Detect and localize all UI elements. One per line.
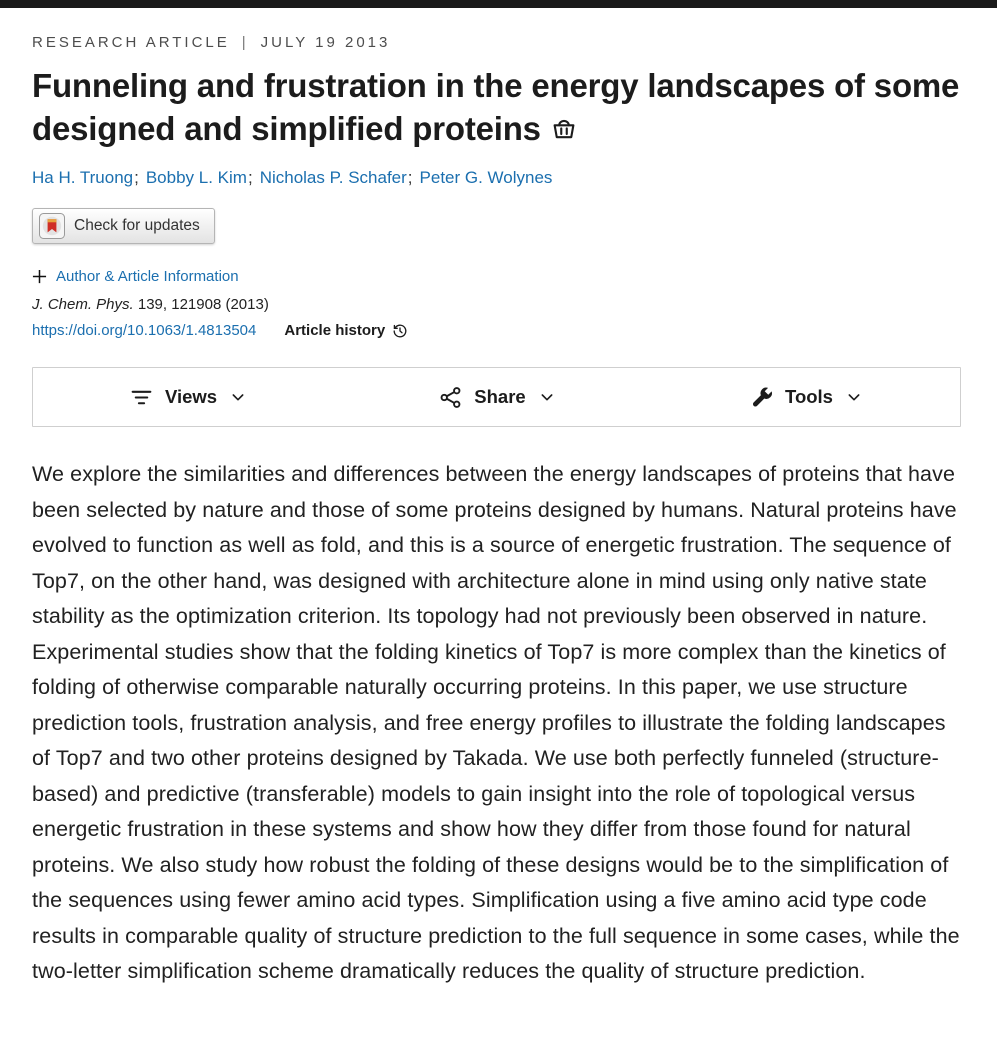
- author-link[interactable]: Peter G. Wolynes: [419, 167, 553, 187]
- abstract-text: We explore the similarities and differences between the energy landscapes of proteins that have been selected by nature and those of some proteins designed by humans. Natural proteins have evolved to function as well as fold, and this is a source of energetic frustration. The sequence of Top7, on the other hand, was designed with architecture alone in mind using only native state stability as the optimization criterion. Its topology had not previously been observed in nature. Experimental studies show that the folding kinetics of Top7 is more complex than the kinetics of folding of otherwise comparable naturally occurring proteins. In this paper, we use structure prediction tools, frustration analysis, and free energy profiles to illustrate the folding landscapes of Top7 and two other proteins designed by Takada. We use both perfectly funneled (structure-based) and predictive (transferable) models to gain insight into the role of topological versus energetic frustration in these systems and show how they differ from those found for natural proteins. We also study how robust the folding of these designs would be to the simplification of the sequences using fewer amino acid types. Simplification using a five amino acid type code results in comparable quality of structure prediction to the full sequence in some cases, while the two-letter simplification scheme dramatically reduces the quality of structure prediction.: [32, 462, 960, 984]
- article-toolbar: [32, 367, 961, 427]
- share-nodes-icon: [438, 385, 463, 410]
- cart-icon[interactable]: [549, 112, 579, 155]
- article-type-label: RESEARCH ARTICLE: [32, 34, 230, 51]
- author-separator: ;: [407, 167, 413, 187]
- author-list: [32, 165, 961, 191]
- article-eyebrow: [32, 34, 961, 51]
- wrench-icon: [749, 385, 774, 410]
- check-for-updates-label: Check for updates: [74, 217, 200, 235]
- clock-history-icon: [392, 323, 408, 339]
- author-separator: ;: [134, 167, 139, 187]
- eyebrow-separator: |: [241, 34, 249, 51]
- share-label: Share: [474, 386, 526, 408]
- citation-line: [32, 296, 961, 313]
- views-label: Views: [164, 386, 218, 408]
- check-for-updates-button[interactable]: [32, 208, 215, 244]
- article-history-label: Article history: [284, 322, 386, 340]
- page-title: [32, 65, 961, 155]
- share-menu-button[interactable]: [342, 368, 651, 426]
- author-link[interactable]: Bobby L. Kim: [145, 167, 247, 187]
- author-link[interactable]: Ha H. Truong: [32, 167, 134, 187]
- filter-lines-icon: [129, 385, 154, 410]
- author-link[interactable]: Nicholas P. Schafer: [259, 167, 407, 187]
- tools-menu-button[interactable]: [651, 368, 960, 426]
- plus-icon: [32, 269, 47, 284]
- citation-volume-pages-year: 139, 121908 (2013): [133, 296, 269, 314]
- chevron-down-icon: [230, 389, 246, 405]
- chevron-down-icon: [539, 389, 555, 405]
- views-menu-button[interactable]: [33, 368, 342, 426]
- author-separator: ;: [247, 167, 253, 187]
- tools-label: Tools: [785, 386, 833, 408]
- article-title-text: Funneling and frustration in the energy landscapes of some designed and simplified proteins: [32, 67, 960, 147]
- crossmark-logo-icon: [39, 213, 65, 239]
- journal-abbreviation: J. Chem. Phys.: [32, 296, 134, 314]
- article-date: JULY 19 2013: [260, 34, 391, 51]
- article-history-toggle[interactable]: [284, 322, 408, 339]
- author-article-information-link[interactable]: Author & Article Information: [56, 268, 239, 286]
- doi-link[interactable]: https://doi.org/10.1063/1.4813504: [32, 322, 257, 340]
- author-article-information-toggle[interactable]: [32, 268, 961, 285]
- doi-history-row: [32, 322, 961, 339]
- top-black-bar: [0, 0, 997, 8]
- chevron-down-icon: [846, 389, 862, 405]
- article-page: [0, 8, 997, 1051]
